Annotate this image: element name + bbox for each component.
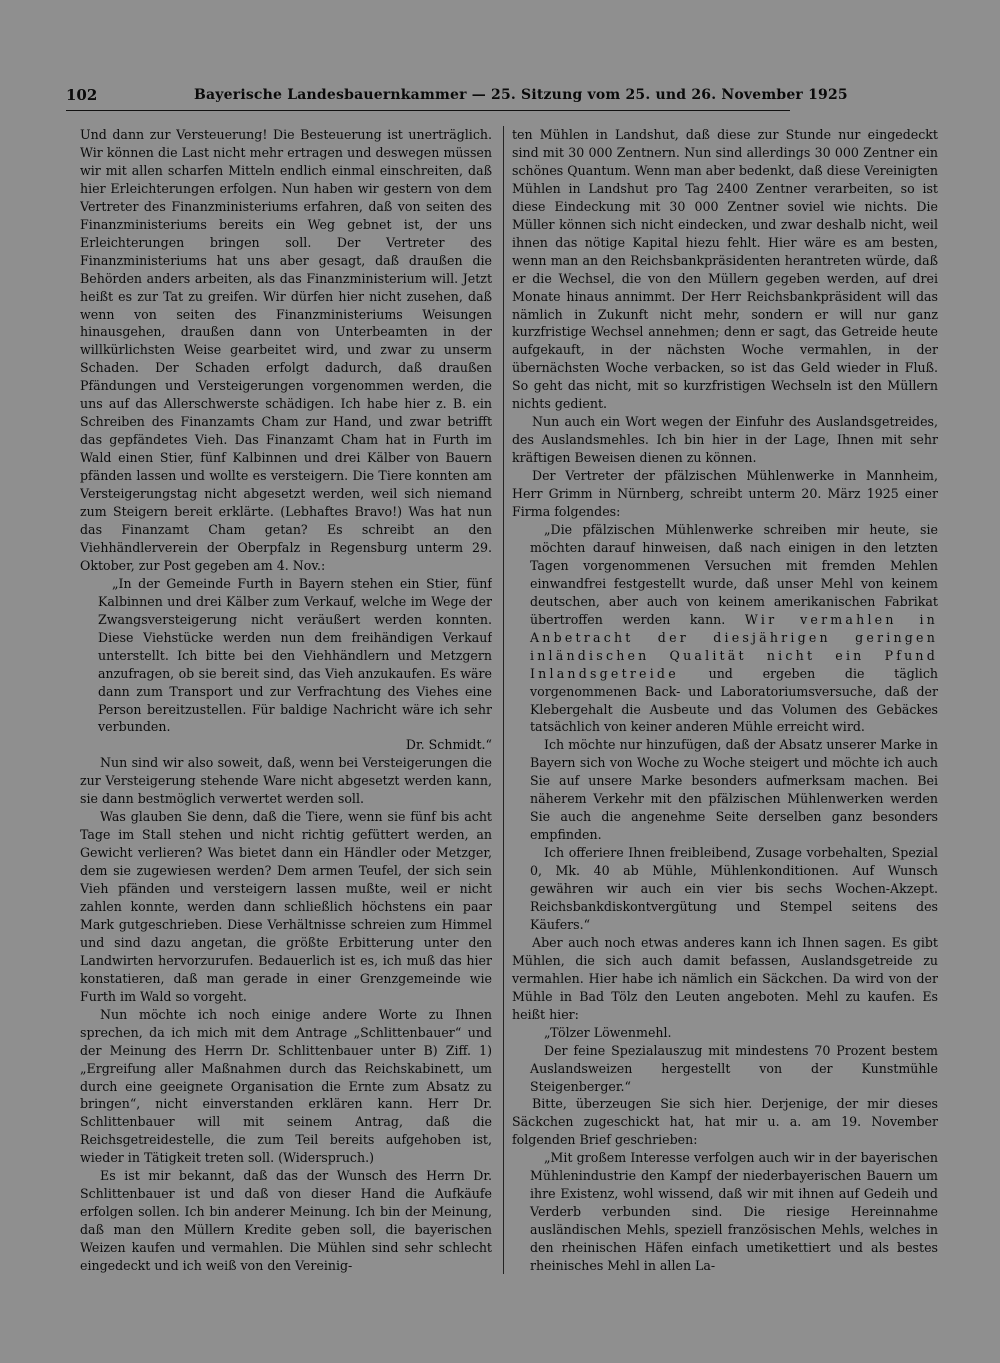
paragraph: Es ist mir bekannt, daß das der Wunsch des Herrn Dr. Schlittenbauer ist und daß von dieser Hand die Aufkäufe erfolgen sollen. Ich bin anderer Meinung. Ich bin der Meinung, daß man den Müllern Kredite geben soll, die bayerischen Weizen kaufen und vermahlen. Die Mühlen sind sehr schlecht eingedeckt und ich weiß von den Vereinig- xyxy=(80,1168,492,1274)
page-header xyxy=(66,86,848,111)
letter-signature: Dr. Schmidt.“ xyxy=(405,737,492,753)
paragraph: Aber auch noch etwas anderes kann ich Ihnen sagen. Es gibt Mühlen, die sich auch damit befassen, Auslandsgetreide zu vermahlen. Hier habe ich nämlich ein Säckchen. Da wird von der Mühle in Bad Tölz den Leuten angeboten. Mehl zu kaufen. Es heißt hier: xyxy=(512,934,938,1022)
quote-emphasis: Wir vermahlen in Anbetracht der diesjährigen geringen inländischen Qualität nicht ein Pfund Inlandsgetreide xyxy=(530,611,938,681)
page-number: 102 xyxy=(66,86,98,104)
quoted-letter: „In der Gemeinde Furth in Bayern stehen ein Stier, fünf Kalbinnen und drei Kälber zum Verkauf, welche im Wege der Zwangsversteigerung nicht veräußert werden konnten. Diese Viehstücke werden nun dem freihändigen Verkauf unterstellt. Ich bitte bei den Viehhändlern und Metzgern anzufragen, ob sie bereit sind, das Vieh anzukaufen. Es wäre dann zum Transport und zur Verfrachtung des Viehes eine Person bereitzustellen. Für baldige Nachricht wäre ich sehr verbunden. xyxy=(98,575,492,735)
quote-text: „Die pfälzischen Mühlenwerke schreiben mir heute, sie möchten darauf hinweisen, daß nach einigen in den letzten Tagen vorgenommenen Versuchen mit fremden Mehlen einwandfrei festgestellt wurde, daß unser Mehl von keinem deutschen, aber auch von keinem amerikanischen Fabrikat übertroffen werden kann. xyxy=(530,521,938,627)
paragraph: Nun sind wir also soweit, daß, wenn bei Versteigerungen die zur Versteigerung stehende Ware nicht abgesetzt werden kann, sie dann bestmöglich verwertet werden soll. xyxy=(80,755,492,807)
paragraph: ten Mühlen in Landshut, daß diese zur Stunde nur eingedeckt sind mit 30 000 Zentnern. Nun sind allerdings 30 000 Zentner ein schönes Quantum. Wenn man aber bedenkt, daß diese Vereinigten Mühlen in Landshut pro Tag 2400 Zentner verarbeiten, so ist diese Eindeckung mit 30 000 Zentner soviel wie nichts. Die Müller können sich nicht eindecken, und zwar deshalb nicht, weil ihnen das nötige Kapital hiezu fehlt. Hier wäre es am besten, wenn man an den Reichsbankpräsidenten herantreten würde, daß er die Wechsel, die von den Müllern gegeben werden, auf drei Monate hinaus annimmt. Der Herr Reichsbankpräsident will das nämlich in Zukunft nicht mehr, sondern er will nur ganz kurzfristige Wechsel annehmen; denn er sagt, das Getreide heute aufgekauft, in der nächsten Woche vermahlen, in der übernächsten Woche verbacken, so ist das Geld wieder in Fluß. So geht das nicht, mit so kurzfristigen Wechseln ist den Müllern nichts gedient. xyxy=(512,127,938,412)
paragraph: Und dann zur Versteuerung! Die Besteuerung ist unerträglich. Wir können die Last nicht mehr ertragen und deswegen müssen wir mit allen scharfen Mitteln endlich einmal einschreiten, daß hier Erleichterungen erfolgen. Nun haben wir gestern von dem Vertreter des Finanzministeriums erfahren, daß von seiten des Finanzministeriums bereits ein Weg gebnet ist, der uns Erleichterungen bringen soll. Der Vertreter des Finanzministeriums hat uns aber gesagt, daß draußen die Behörden anders arbeiten, als das Finanzministerium will. Jetzt heißt es zur Tat zu greifen. Wir dürfen hier nicht zusehen, daß wenn von seiten des Finanzministeriums Weisungen hinausgehen, draußen dann von Unterbeamten in der willkürlichsten Weise gearbeitet wird, und zwar zu unserm Schaden. Der Schaden erfolgt dadurch, daß draußen Pfändungen und Versteigerungen vorgenommen werden, die uns auf das Allerschwerste schädigen. Ich habe hier z. B. ein Schreiben des Finanzamts Cham zur Hand, und zwar betrifft das gepfändetes Vieh. Das Finanzamt Cham hat in Furth im Wald einen Stier, fünf Kalbinnen und drei Kälber von Bauern pfänden lassen und wollte es versteigern. Die Tiere konnten am Versteigerungstag nicht abgesetzt werden, weil sich niemand zum Steigern bereit erklärte. (Lebhaftes Bravo!) Was hat nun das Finanzamt Cham getan? Es schreibt an den Viehhändlerverein der Oberpfalz in Regensburg unterm 29. Oktober, zur Post gegeben am 4. Nov.: xyxy=(80,127,492,573)
quoted-letter xyxy=(530,521,938,736)
paragraph: Der Vertreter der pfälzischen Mühlenwerke in Mannheim, Herr Grimm in Nürnberg, schreibt unterm 20. März 1925 einer Firma folgendes: xyxy=(512,468,938,520)
paragraph: Bitte, überzeugen Sie sich hier. Derjenige, der mir dieses Säckchen zugeschickt hat, hat mir u. a. am 19. November folgenden Brief geschrieben: xyxy=(512,1096,938,1148)
running-title: Bayerische Landesbauernkammer — 25. Sitzung vom 25. und 26. November 1925 xyxy=(194,87,848,103)
paragraph: Was glauben Sie denn, daß die Tiere, wenn sie fünf bis acht Tage im Stall stehen und nicht richtig gefüttert werden, an Gewicht verlieren? Was bietet dann ein Händler oder Metzger, dem sie zugewiesen werden? Dem armen Teufel, der sich sein Vieh pfänden und versteigern lassen mußte, weil er nicht zahlen konnte, werden dann schließlich höchstens ein paar Mark gutgeschrieben. Diese Verhältnisse schreien zum Himmel und sind dazu angetan, die größte Erbitterung unter den Landwirten hervorzurufen. Bedauerlich ist es, ich muß das hier konstatieren, daß man gerade in einer Grenzgemeinde wie Furth im Wald so vorgeht. xyxy=(80,809,492,1004)
quote-text: und ergeben die täglich vorgenommenen Back- und Laboratoriumsversuche, daß der Klebergehalt die Ausbeute und das Volumen des Gebäckes tatsächlich von keiner anderen Mühle erreicht wird. xyxy=(530,665,938,735)
quoted-title: „Tölzer Löwenmehl. xyxy=(544,1024,672,1040)
quoted-letter: Ich möchte nur hinzufügen, daß der Absatz unserer Marke in Bayern sich von Woche zu Woche steigert und möchte ich auch Sie auf unsere Marke besonders aufmerksam machen. Bei näherem Verkehr mit den pfälzischen Mühlenwerken werden Sie auch die angenehme Seite derselben ganz besonders empfinden. xyxy=(530,737,938,843)
paragraph: Nun möchte ich noch einige andere Worte zu Ihnen sprechen, da ich mich mit dem Antrage „Schlittenbauer“ und der Meinung des Herrn Dr. Schlittenbauer unter B) Ziff. 1) „Ergreifung aller Maßnahmen durch das Reichskabinett, um durch eine geeignete Organisation die Ernte zum Absatz zu bringen“, nicht einverstanden erklären kann. Herr Dr. Schlittenbauer will mit seinem Antrag, daß die Reichsgetreidestelle, die zum Teil bereits aufgehoben ist, wieder in Tätigkeit treten soll. (Widerspruch.) xyxy=(80,1006,492,1166)
quoted-letter: Ich offeriere Ihnen freibleibend, Zusage vorbehalten, Spezial 0, Mk. 40 ab Mühle, Mühlenkonditionen. Auf Wunsch gewähren wir auch ein vier bis sechs Wochen-Akzept. Reichsbankdiskontvergütung und Stempel seitens des Käufers.“ xyxy=(530,845,938,932)
quoted-letter: „Mit großem Interesse verfolgen auch wir in der bayerischen Mühlenindustrie den Kampf der niederbayerischen Bauern um ihre Existenz, wohl wissend, daß wir mit ihnen auf Gedeih und Verderb verbunden sind. Die riesige Hereinnahme ausländischen Mehls, speziell französischen Mehls, welches in den rheinischen Häfen einfach umetikettiert und als bestes rheinisches Mehl in allen La- xyxy=(530,1150,938,1274)
left-column xyxy=(80,126,492,1276)
column-divider xyxy=(503,126,504,1274)
right-column xyxy=(512,126,938,1276)
paragraph: Nun auch ein Wort wegen der Einfuhr des Auslandsgetreides, des Auslandsmehles. Ich bin hier in der Lage, Ihnen mit sehr kräftigen Beweisen dienen zu können. xyxy=(512,414,938,466)
quoted-text: Der feine Spezialauszug mit mindestens 70 Prozent bestem Auslandsweizen hergestellt von der Kunstmühle Steigenberger.“ xyxy=(530,1042,938,1094)
